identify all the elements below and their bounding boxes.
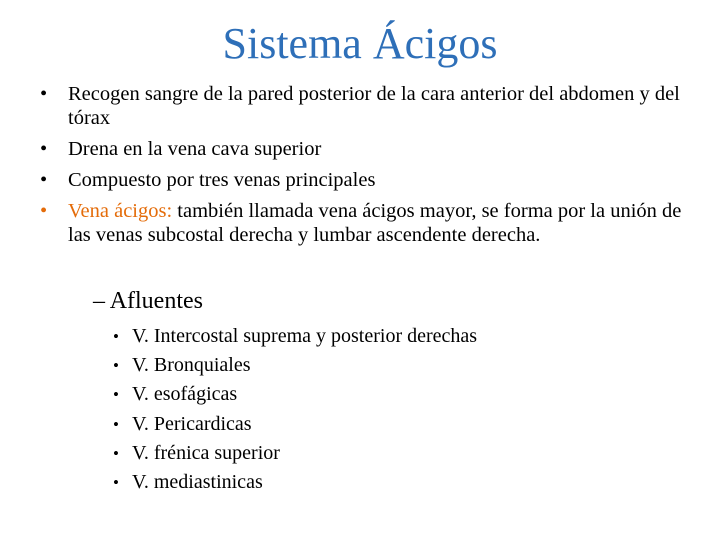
slide-title: Sistema Ácigos — [222, 19, 498, 68]
list-item — [0, 322, 690, 351]
bullet-icon: • — [40, 138, 48, 160]
tributary-text: V. Pericardicas — [132, 412, 252, 435]
list-item — [0, 468, 690, 497]
list-item — [0, 137, 690, 161]
highlight-term: Vena ácigos: — [68, 200, 173, 222]
bullet-icon: • — [113, 443, 119, 463]
tributaries-list — [0, 322, 690, 497]
bullet-icon: • — [113, 385, 119, 405]
list-item — [0, 351, 690, 380]
subheading-label: Afluentes — [109, 288, 203, 314]
bullet-text: Drena en la vena cava superior — [68, 138, 322, 160]
bullet-text: Compuesto por tres venas principales — [68, 169, 376, 191]
tributary-text: V. Bronquiales — [132, 354, 251, 377]
list-item — [0, 439, 690, 468]
main-bullet-list — [0, 82, 690, 254]
bullet-icon: • — [40, 83, 48, 105]
bullet-icon: • — [113, 356, 119, 376]
list-item — [0, 380, 690, 409]
bullet-icon: • — [113, 473, 119, 493]
bullet-icon: • — [113, 414, 119, 434]
list-item — [0, 410, 690, 439]
highlight-text: también llamada vena ácigos mayor, se forma por la unión de las venas subcostal derecha y lumbar ascendente derecha. — [68, 200, 682, 246]
subheading — [93, 286, 203, 316]
list-item-highlight — [0, 199, 690, 247]
tributary-text: V. mediastinicas — [132, 471, 263, 494]
bullet-icon: • — [40, 169, 48, 191]
tributary-text: V. esofágicas — [132, 383, 238, 406]
dash-icon: – — [93, 288, 105, 314]
bullet-icon: • — [40, 200, 48, 222]
tributary-text: V. Intercostal suprema y posterior derechas — [132, 325, 478, 347]
bullet-text: Recogen sangre de la pared posterior de la cara anterior del abdomen y del tórax — [68, 83, 680, 129]
list-item — [0, 168, 690, 192]
list-item — [0, 82, 690, 130]
bullet-icon: • — [113, 327, 119, 346]
tributary-text: V. frénica superior — [132, 441, 280, 464]
